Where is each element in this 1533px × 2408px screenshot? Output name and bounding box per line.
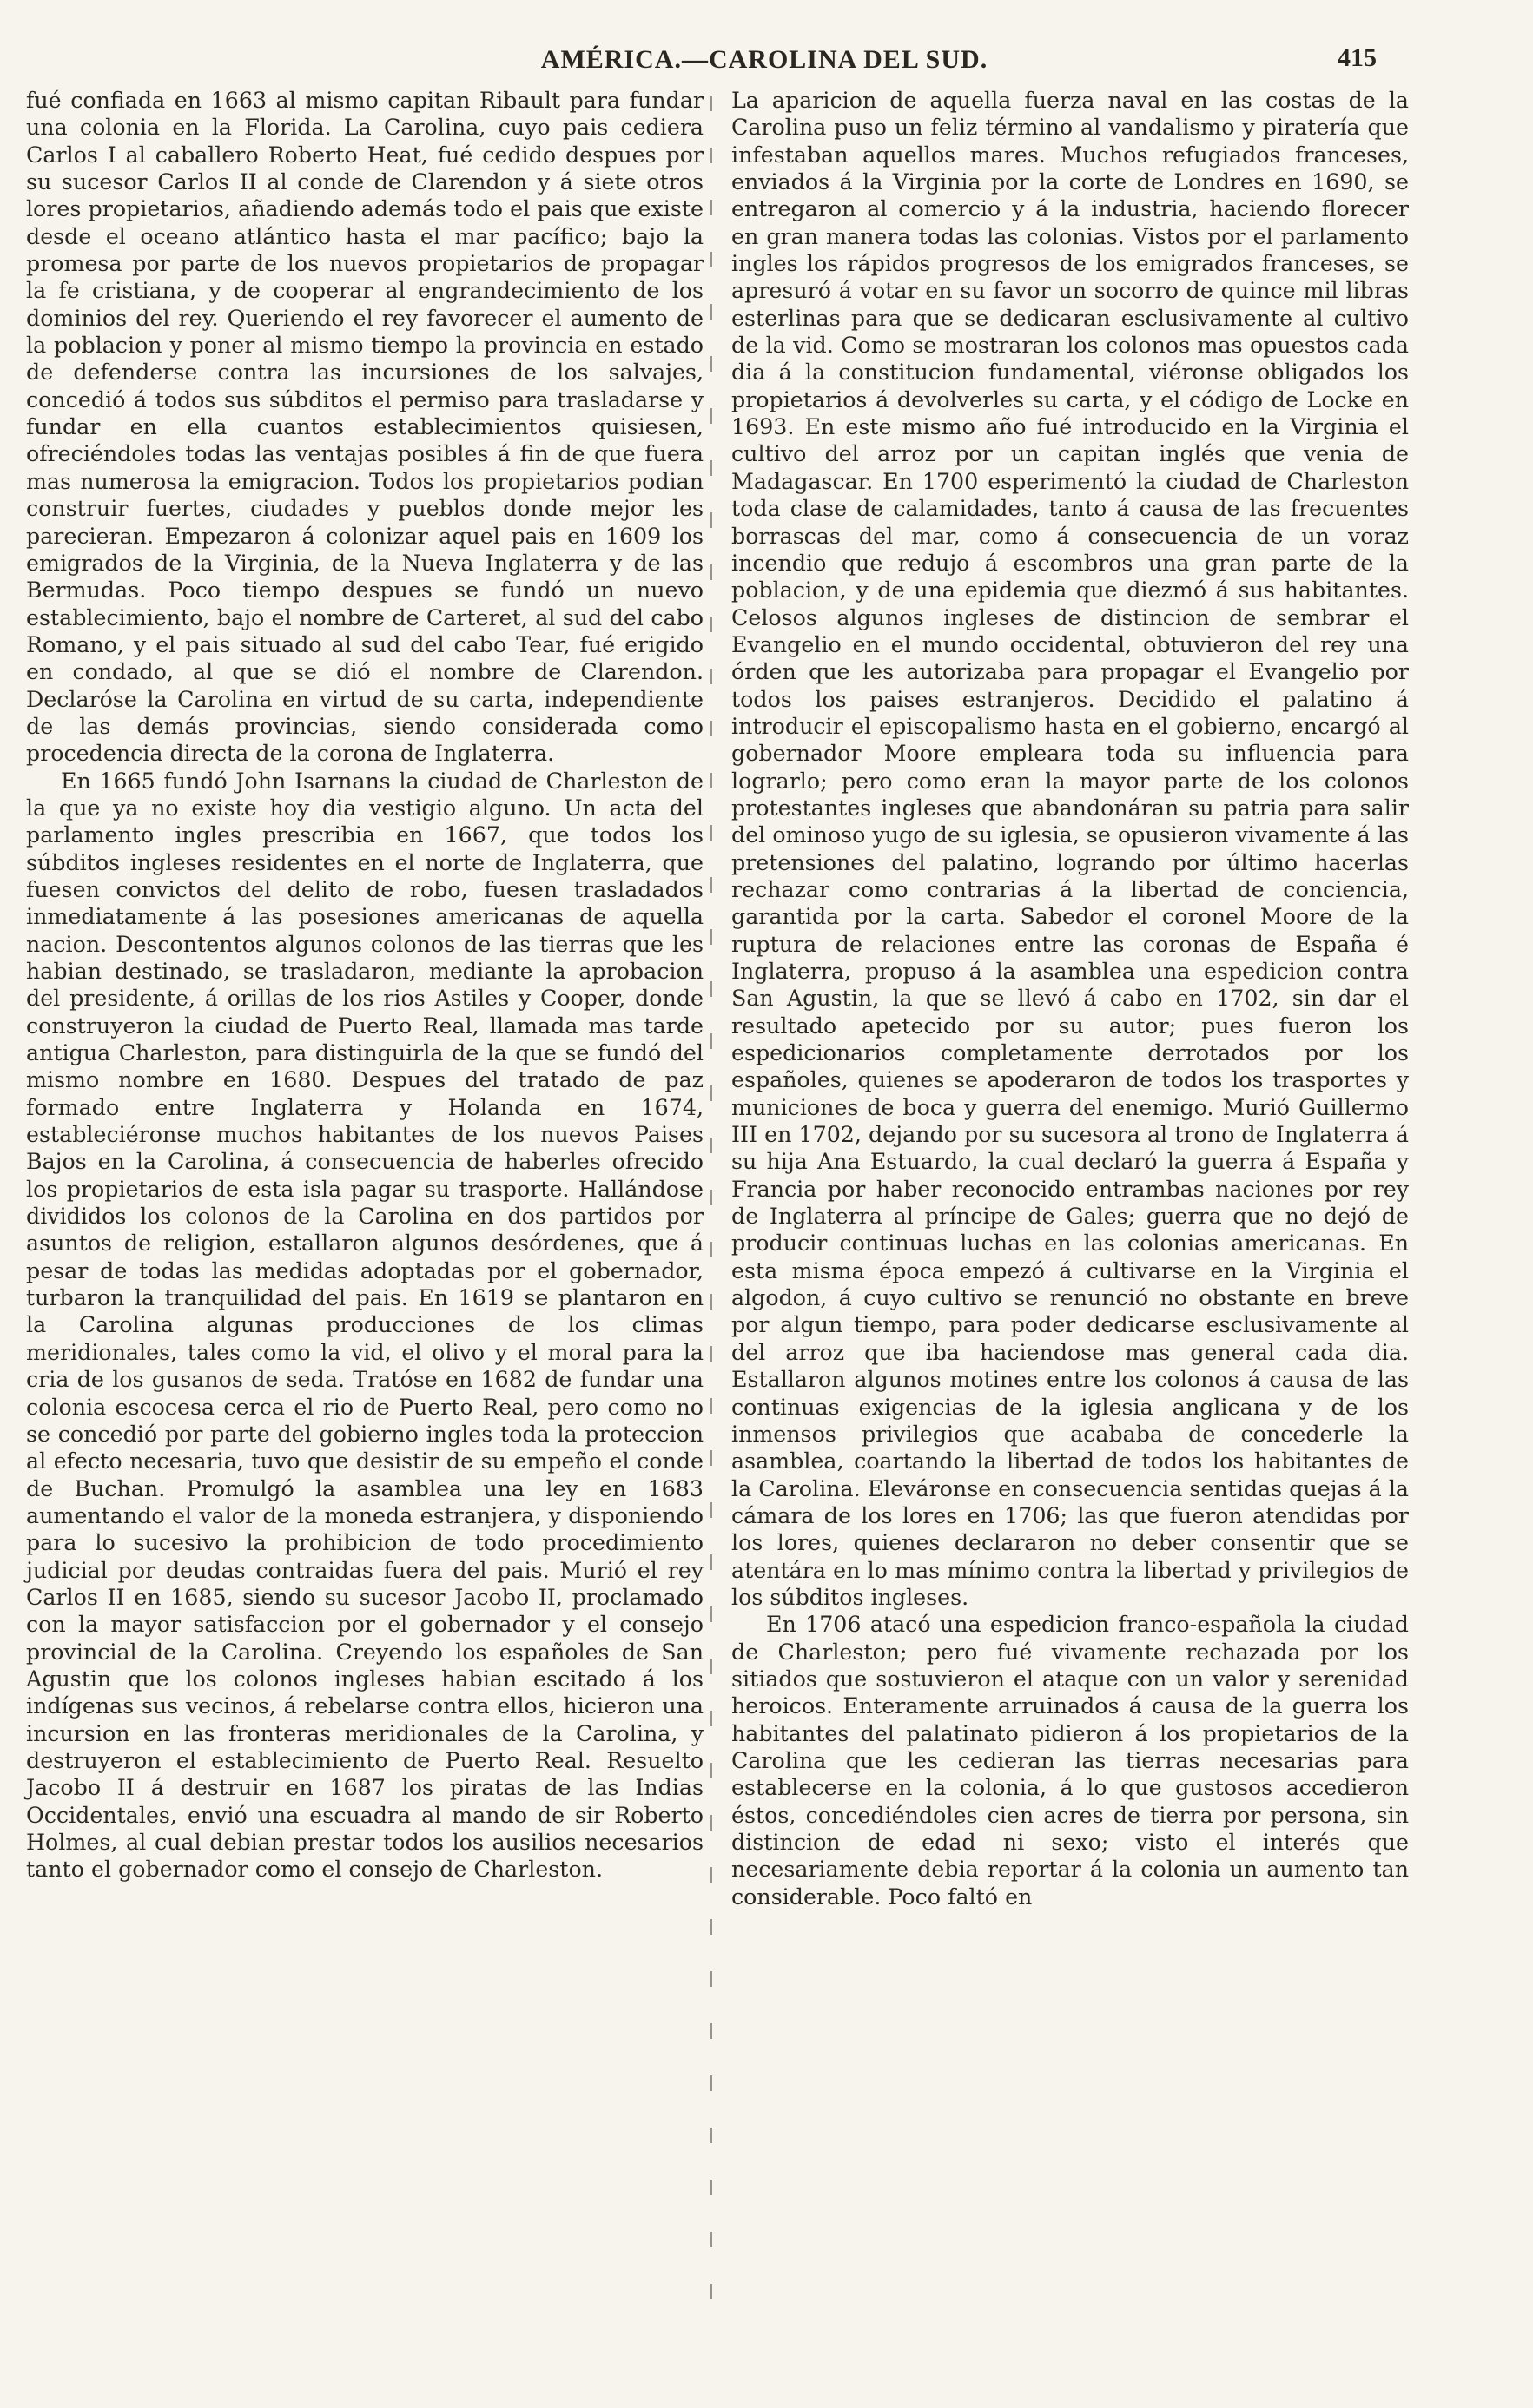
right-paragraph-1: La aparicion de aquella fuerza naval en las costas de la Carolina puso un feliz término al vandalismo y piratería que infestaban aquellos mares. Muchos refugiados franceses, enviados á la Virginia por la corte de Londres en 1690, se entregaron al comercio y á la industria, haciendo florecer en gran manera todas las colonias. Vistos por el parlamento ingles los rápidos progresos de los emigrados franceses, se apresuró á votar en su favor un socorro de quince mil libras esterlinas para que se dedicaran esclusivamente al cultivo de la vid. Como se mostraran los colonos mas opuestos cada dia á la constitucion fundamental, viéronse obligados los propietarios á devolverles su carta, y el código de Locke en 1693. En este mismo año fué introducido en la Virginia el cultivo del arroz por un capitan inglés que venia de Madagascar. En 1700 esperimentó la ciudad de Charleston toda clase de calamidades, tanto á causa de las frecuentes borrascas del mar, como á consecuencia de un voraz incendio que redujo á escombros una gran parte de la poblacion, y de una epidemia que diezmó á sus habitantes. Celosos algunos ingleses de distincion de sembrar el Evangelio en el mundo occidental, obtuvieron del rey una órden que les autorizaba para propagar el Evangelio por todos los paises estranjeros. Decidido el palatino á introducir el episcopalismo hasta en el gobierno, encargó al gobernador Moore empleara toda su influencia para lograrlo; pero como eran la mayor parte de los colonos protestantes ingleses que abandonáran su patria para salir del ominoso yugo de su iglesia, se opusieron vivamente á las pretensiones del palatino, logrando por último hacerlas rechazar como contrarias á la libertad de conciencia, garantida por la carta. Sabedor el coronel Moore de la ruptura de relaciones entre las coronas de España é Inglaterra, propuso á la asamblea una espedicion contra San Agustin, la que se llevó á cabo en 1702, sin dar el resultado apetecido por su autor; pues fueron los espedicionarios completamente derrotados por los españoles, quienes se apoderaron de todos los trasportes y municiones de boca y guerra del enemigo. Murió Guillermo III en 1702, dejando por su sucesora al trono de Inglaterra á su hija Ana Estuardo, la cual declaró la guerra á España y Francia por haber reconocido entrambas naciones por rey de Inglaterra al príncipe de Gales; guerra que no dejó de producir continuas luchas en las colonias americanas. En esta misma época empezó á cultivarse en la Virginia el algodon, á cuyo cultivo se renunció no obstante en breve por algun tiempo, para poder dedicarse esclusivamente al del arroz que iba haciendose mas general cada dia. Estallaron algunos motines entre los colonos á causa de las continuas exigencias de la iglesia anglicana y de los inmensos privilegios que acababa de concederle la asamblea, coartando la libertad de todos los habitantes de la Carolina. Eleváronse en consecuencia sentidas quejas á la cámara de los lores en 1706; las que fueron atendidas por los lores, quienes declararon no deber consentir que se atentára en lo mas mínimo contra la libertad y privilegios de los súbditos ingleses. [731,88,1409,1610]
running-title: AMÉRICA.—CAROLINA DEL SUD. [540,45,988,74]
right-paragraph-2: En 1706 atacó una espedicion franco-española la ciudad de Charleston; pero fué vivamente rechazada por los sitiados que sostuvieron el ataque con un valor y serenidad heroicos. Enteramente arruinados á causa de la guerra los habitantes del palatinato pidieron á los propietarios de la Carolina que les cedieran las tierras necesarias para establecerse en la colonia, á lo que gustosos accedieron éstos, concediéndoles cien acres de tierra por persona, sin distincion de edad ni sexo; visto el interés que necesariamente debia reportar á la colonia un aumento tan considerable. Poco faltó en [731,1612,1409,1910]
left-column [26,87,704,1884]
column-divider [710,96,712,2310]
page-number: 415 [1338,43,1377,72]
right-column [731,87,1409,1910]
left-paragraph-1: fué confiada en 1663 al mismo capitan Ribault para fundar una colonia en la Florida. La Carolina, cuyo pais cediera Carlos I al caballero Roberto Heat, fué cedido despues por su sucesor Carlos II al conde de Clarendon y á siete otros lores propietarios, añadiendo además todo el pais que existe desde el oceano atlántico hasta el mar pacífico; bajo la promesa por parte de los nuevos propietarios de propagar la fe cristiana, y de cooperar al engrandecimiento de los dominios del rey. Queriendo el rey favorecer el aumento de la poblacion y poner al mismo tiempo la provincia en estado de defenderse contra las incursiones de los salvajes, concedió á todos sus súbditos el permiso para trasladarse y fundar en ella cuantos establecimientos quisiesen, ofreciéndoles todas las ventajas posibles á fin de que fuera mas numerosa la emigracion. Todos los propietarios podian construir fuertes, ciudades y pueblos donde mejor les parecieran. Empezaron á colonizar aquel pais en 1609 los emigrados de la Virginia, de la Nueva Inglaterra y de las Bermudas. Poco tiempo despues se fundó un nuevo establecimiento, bajo el nombre de Carteret, al sud del cabo Romano, y el pais situado al sud del cabo Tear, fué erigido en condado, al que se dió el nombre de Clarendon. Declaróse la Carolina en virtud de su carta, independiente de las demás provincias, siendo considerada como procedencia directa de la corona de Inglaterra. [26,88,704,767]
left-paragraph-2: En 1665 fundó John Isarnans la ciudad de Charleston de la que ya no existe hoy dia vestigio alguno. Un acta del parlamento ingles prescribia en 1667, que todos los súbditos ingleses residentes en el norte de Inglaterra, que fuesen convictos del delito de robo, fuesen trasladados inmediatamente á las posesiones americanas de aquella nacion. Descontentos algunos colonos de las tierras que les habian destinado, se trasladaron, mediante la aprobacion del presidente, á orillas de los rios Astiles y Cooper, donde construyeron la ciudad de Puerto Real, llamada mas tarde antigua Charleston, para distinguirla de la que se fundó del mismo nombre en 1680. Despues del tratado de paz formado entre Inglaterra y Holanda en 1674, estableciéronse muchos habitantes de los nuevos Paises Bajos en la Carolina, á consecuencia de haberles ofrecido los propietarios de esta isla pagar su trasporte. Hallándose divididos los colonos de la Carolina en dos partidos por asuntos de religion, estallaron algunos desórdenes, que á pesar de todas las medidas adoptadas por el gobernador, turbaron la tranquilidad del pais. En 1619 se plantaron en la Carolina algunas producciones de los climas meridionales, tales como la vid, el olivo y el moral para la cria de los gusanos de seda. Tratóse en 1682 de fundar una colonia escocesa cerca el rio de Puerto Real, pero como no se concedió por parte del gobierno ingles toda la proteccion al efecto necesaria, tuvo que desistir de su empeño el conde de Buchan. Promulgó la asamblea una ley en 1683 aumentando el valor de la moneda estranjera, y disponiendo para lo sucesivo la prohibicion de todo procedimiento judicial por deudas contraidas fuera del pais. Murió el rey Carlos II en 1685, siendo su sucesor Jacobo II, proclamado con la mayor satisfaccion por el gobernador y el consejo provincial de la Carolina. Creyendo los españoles de San Agustin que los colonos ingleses habian escitado á los indígenas sus vecinos, á rebelarse contra ellos, hicieron una incursion en las fronteras meridionales de la Carolina, y destruyeron el establecimiento de Puerto Real. Resuelto Jacobo II á destruir en 1687 los piratas de las Indias Occidentales, envió una escuadra al mando de sir Roberto Holmes, al cual debian prestar todos los ausilios necesarios tanto el gobernador como el consejo de Charleston. [26,768,704,1883]
